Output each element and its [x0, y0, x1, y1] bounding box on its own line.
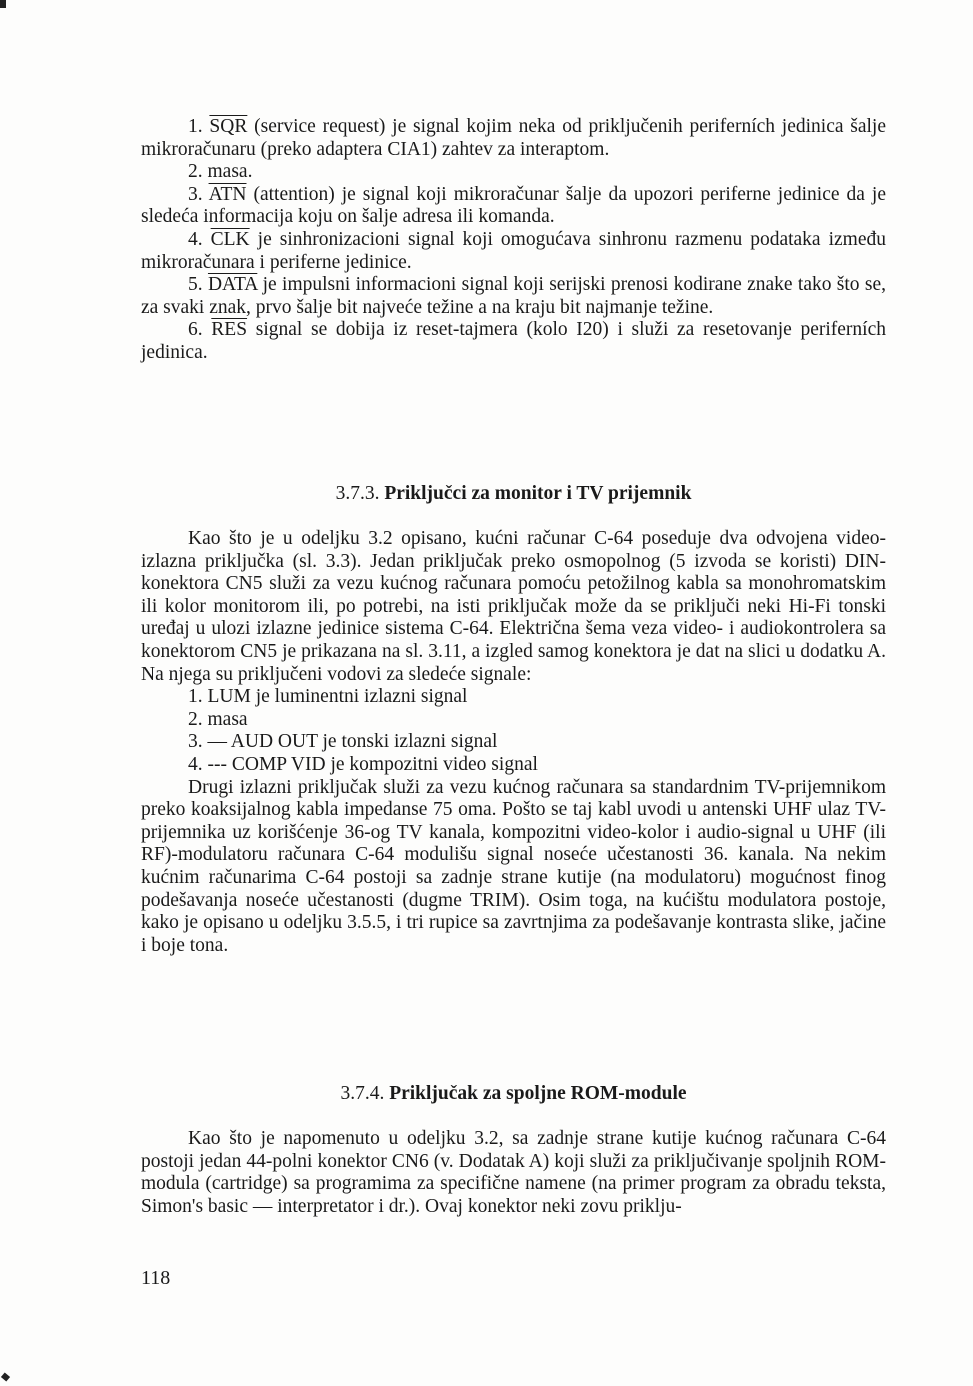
signal-code: $\overline{SQR}$: [209, 116, 248, 137]
signal-code: $\overline{RES}$: [211, 319, 248, 341]
section-heading-373: [141, 482, 886, 506]
section-body-373: [141, 528, 886, 957]
list-item: 5. DATA je impulsni informacioni signal koji serijski prenosi kodirane znake tako što se, za svaki znak, prvo šalje bit najveće težine a na kraju bit najmanje težine.: [141, 274, 886, 318]
list-item: 2. masa.: [188, 161, 253, 183]
signal-code: $\overline{CLK}$: [210, 228, 250, 250]
scan-corner-mark: [0, 0, 6, 8]
signal-item: 1. LUM je luminentni izlazni signal: [188, 686, 468, 708]
section-body-374: [141, 1128, 886, 1218]
list-item: 1. $\overline{SQR}$ (service request) je signal kojim neka od priključenih periferních jedinica šalje mikroračunaru (preko adaptera CIA1) zahtev za interaptom.: [141, 116, 887, 160]
list-item: 6. $\overline{RES}$ signal se dobija iz reset-tajmera (kolo I20) i služi za resetovanje periferních jedinica.: [141, 319, 886, 363]
signal-code: DATA: [207, 274, 258, 296]
page-number: 118: [141, 1267, 171, 1289]
section-title: Priključak za spoljne ROM-module: [389, 1083, 687, 1104]
signal-code: $\overline{ATN}$: [208, 183, 247, 205]
scan-corner-mark: [1, 1372, 10, 1381]
list-item: 4. $\overline{CLK}$ je sinhronizacioni signal koji omogućava sinhronu razmenu podataka između mikroračunara i periferne jedinice.: [141, 228, 886, 273]
paragraph: Kao što je u odeljku 3.2 opisano, kućni računar C-64 poseduje dva odvojena video-izlazna priključka (sl. 3.3). Jedan priključak preko osmopolnog (5 izvoda se koristi) DIN-konektora CN5 služi za vezu kućnog računara pomoću petožilnog kabla sa monohromatskim ili kolor monitorom ili, po potrebi, na isti priključak može da se priključi neki Hi-Fi tonski uređaj u ulozi izlazne jedinice sistema C-64. Električna šema veza video- i audiokontrolera sa konektorom CN5 je prikazana na sl. 3.11, a izgled samog konektora je dat na slici u dodatku A. Na njega su priključeni vodovi za sledeće signale:: [141, 528, 886, 685]
section-number: 3.7.3.: [335, 483, 380, 504]
paragraph: Kao što je napomenuto u odeljku 3.2, sa zadnje strane kutije kućnog računara C-64 postoji jedan 44-polni konektor CN6 (v. Dodatak A) koji služi za priključivanje spoljnih ROM-modula (cartridge) sa programima za specifične namene (na primer program za obradu teksta, Simon's basic — interpretator i dr.). Ovaj konektor neki zovu priklju-: [141, 1128, 886, 1217]
section-heading-374: [141, 1082, 886, 1106]
section-number: 3.7.4.: [340, 1083, 385, 1104]
signal-list-372: [141, 116, 886, 365]
signal-item: 3. — AUD OUT je tonski izlazni signal: [188, 731, 498, 753]
section-title: Priključci za monitor i TV prijemnik: [384, 483, 692, 504]
paragraph: Drugi izlazni priključak služi za vezu kućnog računara sa standardnim TV-prijemnikom preko koaksijalnog kabla impedanse 75 oma. Pošto se taj kabl uvodi u antenski UHF ulaz TV-prijemnika uz korišćenje 36-og TV kanala, kompozitni video-kolor i audio-signal u UHF (ili RF)-modulatoru računara C-64 modulišu signal noseće učestanosti 36. kanala. Na nekim kućnim računarima C-64 postoji sa zadnje strane kutije (na modulatoru) mogućnost finog podešavanja noseće učestanosti (dugme TRIM). Osim toga, na kućištu modulatora postoje, kako je opisano u odeljku 3.5.5, i tri rupice sa zavrtnjima za podešavanje kontrasta slike, jačine i boje tona.: [141, 776, 886, 956]
list-item: 3. $\overline{ATN}$ (attention) je signal koji mikroračunar šalje da upozori periferne jedinice da je sledeća informacija koju on šalje adresa ili komanda.: [141, 183, 886, 228]
signal-item: 4. --- COMP VID je kompozitni video signal: [188, 753, 538, 775]
signal-item: 2. masa: [188, 708, 248, 730]
